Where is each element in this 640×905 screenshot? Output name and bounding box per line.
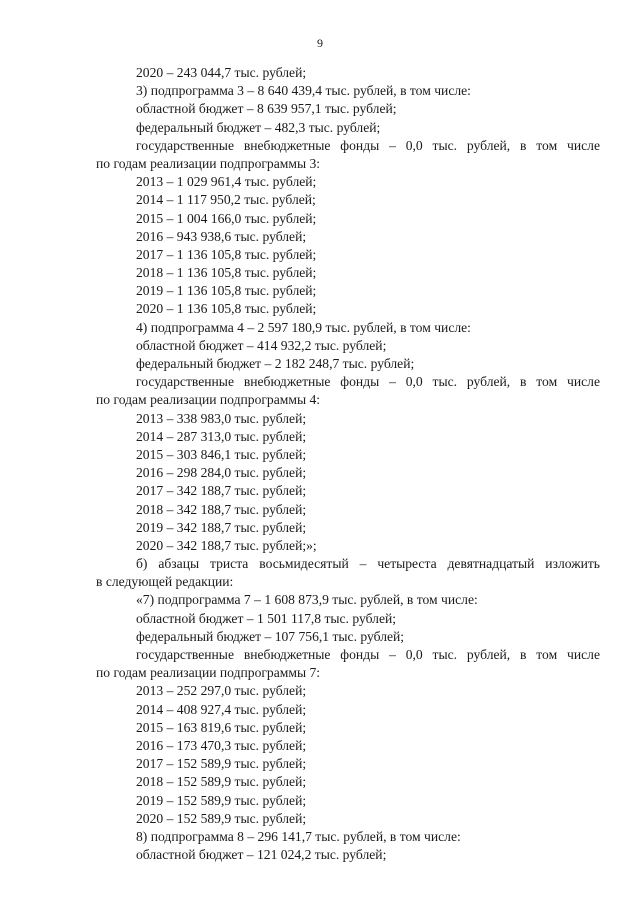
text-line: по годам реализации подпрограммы 7: (96, 665, 321, 681)
text-line: областной бюджет – 414 932,2 тыс. рублей; (136, 337, 387, 353)
text-line: по годам реализации подпрограммы 4: (96, 392, 321, 408)
document-body (96, 64, 600, 864)
text-line: государственные внебюджетные фонды – 0,0 тыс. рублей, в том числе (136, 647, 600, 662)
text-line: 2014 – 408 927,4 тыс. рублей; (136, 701, 307, 717)
text-line: 2019 – 342 188,7 тыс. рублей; (136, 519, 307, 535)
text-line: 2019 – 1 136 105,8 тыс. рублей; (136, 283, 317, 299)
text-line: федеральный бюджет – 107 756,1 тыс. рублей; (136, 628, 405, 644)
text-line: 2017 – 152 589,9 тыс. рублей; (136, 756, 307, 772)
text-line: 2013 – 338 983,0 тыс. рублей; (136, 410, 307, 426)
text-line: 2019 – 152 589,9 тыс. рублей; (136, 792, 307, 808)
text-line: по годам реализации подпрограммы 3: (96, 155, 321, 171)
text-line: 2020 – 152 589,9 тыс. рублей; (136, 810, 307, 826)
text-line: 2017 – 1 136 105,8 тыс. рублей; (136, 246, 317, 262)
text-line: государственные внебюджетные фонды – 0,0 тыс. рублей, в том числе (136, 374, 600, 390)
text-line: в следующей редакции: (96, 574, 234, 590)
text-line: 2016 – 943 938,6 тыс. рублей; (136, 228, 307, 244)
text-line: федеральный бюджет – 482,3 тыс. рублей; (136, 119, 381, 135)
text-line: 2017 – 342 188,7 тыс. рублей; (136, 483, 307, 499)
text-line: областной бюджет – 8 639 957,1 тыс. рублей; (136, 101, 397, 117)
text-line: государственные внебюджетные фонды – 0,0 тыс. рублей, в том числе (136, 137, 600, 153)
text-line: 2015 – 303 846,1 тыс. рублей; (136, 446, 307, 462)
text-line: 2018 – 152 589,9 тыс. рублей; (136, 774, 307, 790)
text-line: федеральный бюджет – 2 182 248,7 тыс. рублей; (136, 356, 415, 371)
text-line: 2013 – 252 297,0 тыс. рублей; (136, 683, 307, 699)
text-line: 2018 – 1 136 105,8 тыс. рублей; (136, 265, 317, 281)
text-line: 2016 – 298 284,0 тыс. рублей; (136, 465, 307, 481)
text-line: 3) подпрограмма 3 – 8 640 439,4 тыс. рублей, в том числе: (136, 83, 471, 99)
text-line: областной бюджет – 121 024,2 тыс. рублей; (136, 847, 387, 863)
text-line: 2015 – 1 004 166,0 тыс. рублей; (136, 210, 317, 226)
text-line: 2020 – 342 188,7 тыс. рублей;»; (136, 537, 317, 553)
text-line: областной бюджет – 1 501 117,8 тыс. рублей; (136, 610, 397, 626)
text-line: 4) подпрограмма 4 – 2 597 180,9 тыс. рублей, в том числе: (136, 319, 471, 335)
text-line: 2018 – 342 188,7 тыс. рублей; (136, 501, 307, 517)
text-line: 2015 – 163 819,6 тыс. рублей; (136, 719, 307, 735)
text-line: «7) подпрограмма 7 – 1 608 873,9 тыс. рублей, в том числе: (136, 592, 478, 608)
page-number: 9 (317, 36, 323, 50)
text-line: 2014 – 1 117 950,2 тыс. рублей; (136, 192, 316, 208)
text-line: 8) подпрограмма 8 – 296 141,7 тыс. рублей, в том числе: (136, 828, 461, 844)
text-line: 2020 – 1 136 105,8 тыс. рублей; (136, 301, 317, 317)
text-line: 2013 – 1 029 961,4 тыс. рублей; (136, 174, 317, 190)
text-line: 2014 – 287 313,0 тыс. рублей; (136, 428, 307, 444)
text-line: б) абзацы триста восьмидесятый – четыреста девятнадцатый изложить (136, 556, 600, 572)
text-line: 2020 – 243 044,7 тыс. рублей; (136, 65, 307, 80)
text-line: 2016 – 173 470,3 тыс. рублей; (136, 737, 307, 753)
